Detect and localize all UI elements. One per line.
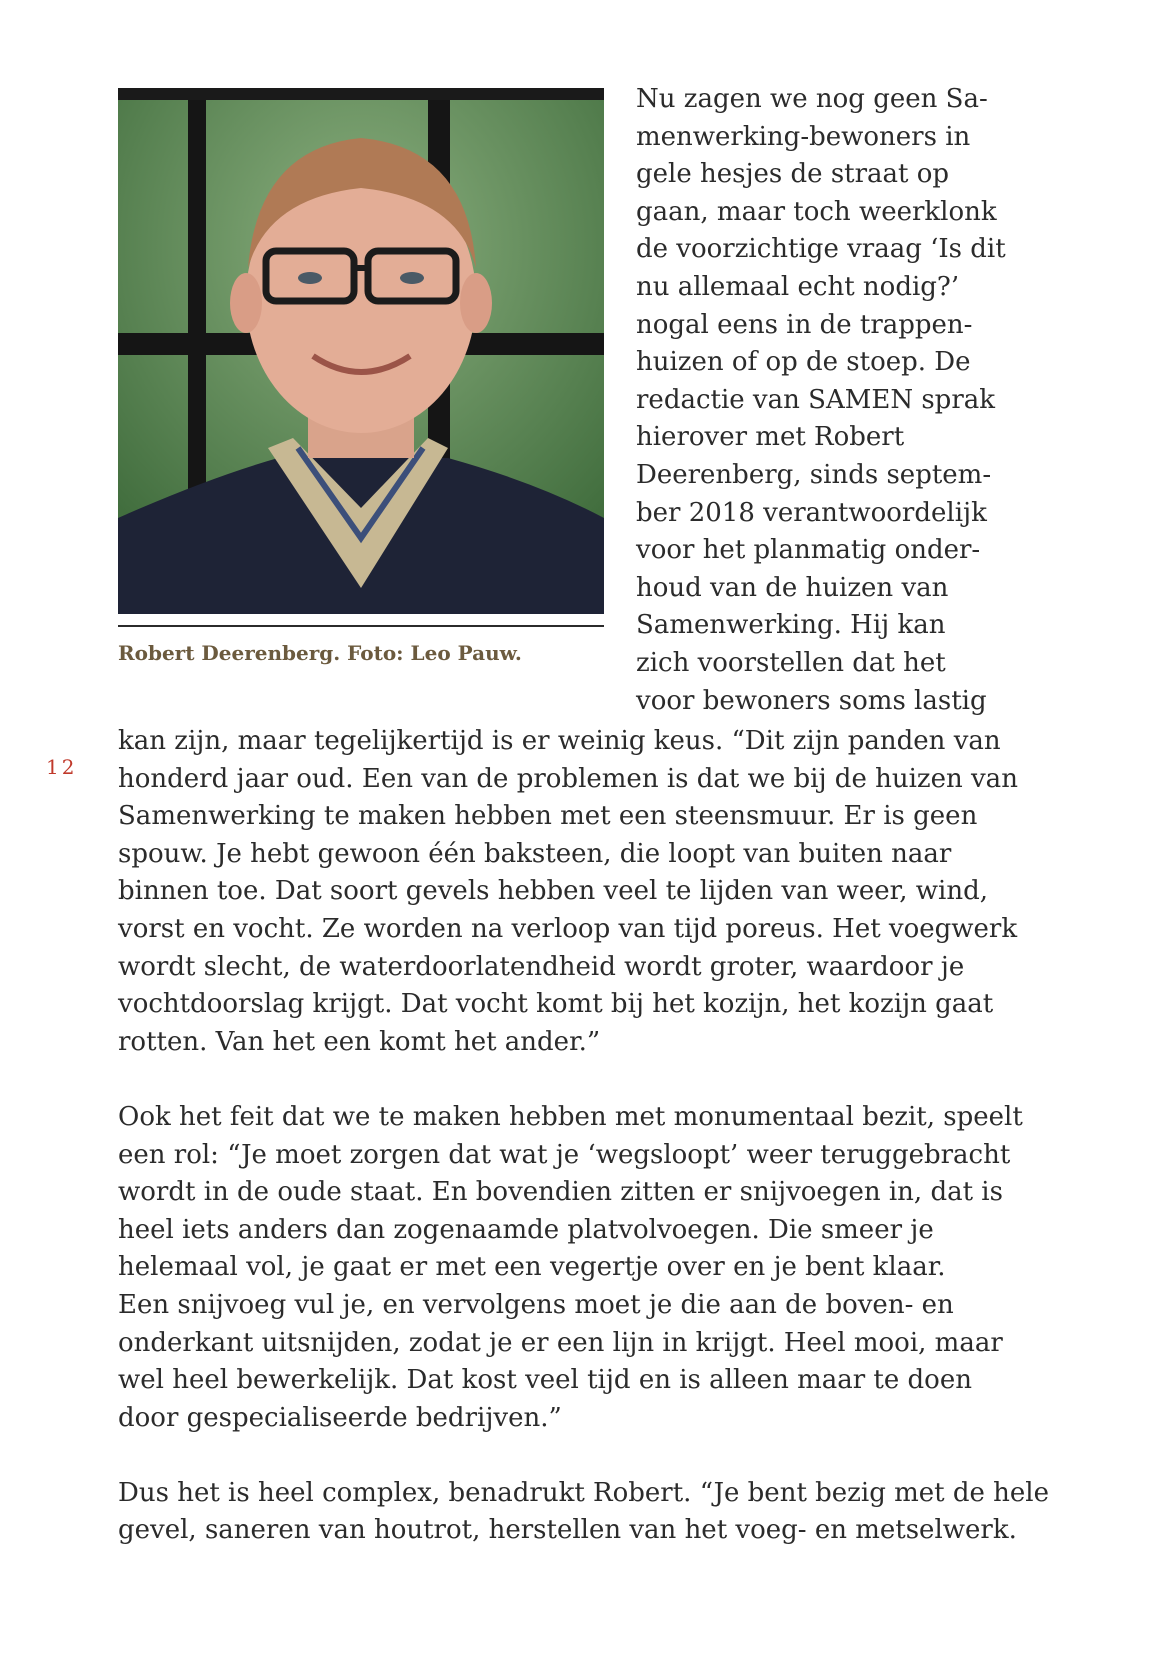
text-line: gele hesjes de straat op: [636, 159, 950, 190]
text-line: helemaal vol, je gaat er met een vegertje over en je bent klaar.: [118, 1252, 946, 1283]
text-line: voor het planmatig onder-: [636, 535, 981, 566]
text-line: een rol: “Je moet zorgen dat wat je ‘wegsloopt’ weer teruggebracht: [118, 1139, 1011, 1170]
text-line: nogal eens in de trappen-: [636, 309, 973, 340]
text-line: binnen toe. Dat soort gevels hebben veel te lijden van weer, wind,: [118, 876, 988, 907]
photo-caption: Robert Deerenberg. Foto: Leo Pauw.: [118, 641, 522, 665]
text-line: door gespecialiseerde bedrijven.”: [118, 1402, 562, 1433]
text-line: Dus het is heel complex, benadrukt Robert. “Je bent bezig met de hele: [118, 1477, 1049, 1508]
caption-rule: [118, 625, 604, 627]
text-line: Een snijvoeg vul je, en vervolgens moet je die aan de boven- en: [118, 1289, 954, 1320]
text-line: rotten. Van het een komt het ander.”: [118, 1026, 601, 1057]
text-line: wordt slecht, de waterdoorlatendheid wordt groter, waardoor je: [118, 951, 965, 982]
text-line: nu allemaal echt nodig?’: [636, 271, 960, 302]
paragraph-1: [118, 723, 1018, 1061]
side-column-text: [636, 81, 1006, 720]
text-line: spouw. Je hebt gewoon één baksteen, die loopt van buiten naar: [118, 838, 952, 869]
text-line: gaan, maar toch weerklonk: [636, 196, 997, 227]
text-line: Ook het feit dat we te maken hebben met monumentaal bezit, speelt: [118, 1101, 1023, 1132]
text-line: kan zijn, maar tegelijkertijd is er weinig keus. “Dit zijn panden van: [118, 726, 1001, 756]
text-line: Deerenberg, sinds septem-: [636, 459, 992, 490]
text-line: heel iets anders dan zogenaamde platvolvoegen. Die smeer je: [118, 1214, 934, 1245]
text-line: vochtdoorslag krijgt. Dat vocht komt bij het kozijn, het kozijn gaat: [118, 989, 994, 1020]
text-line: de voorzichtige vraag ‘Is dit: [636, 234, 1006, 265]
text-line: wel heel bewerkelijk. Dat kost veel tijd en is alleen maar te doen: [118, 1365, 972, 1396]
text-line: vorst en vocht. Ze worden na verloop van tijd poreus. Het voegwerk: [118, 913, 1018, 944]
text-line: houd van de huizen van: [636, 572, 949, 603]
text-line: wordt in de oude staat. En bovendien zitten er snijvoegen in, dat is: [118, 1177, 1003, 1208]
text-line: onderkant uitsnijden, zodat je er een lijn in krijgt. Heel mooi, maar: [118, 1327, 1003, 1358]
portrait-photo: [118, 88, 604, 614]
text-line: hierover met Robert: [636, 422, 905, 453]
text-line: redactie van SAMEN sprak: [636, 384, 996, 415]
text-line: zich voorstellen dat het: [636, 647, 946, 678]
text-line: voor bewoners soms lastig: [636, 685, 987, 716]
page-number: 12: [46, 755, 78, 779]
text-line: menwerking-bewoners in: [636, 121, 971, 152]
main-column-text: [118, 723, 1049, 1588]
text-line: Samenwerking te maken hebben met een steensmuur. Er is geen: [118, 801, 978, 832]
paragraph-3: [118, 1475, 1049, 1550]
text-line: gevel, saneren van houtrot, herstellen van het voeg- en metselwerk.: [118, 1515, 1017, 1546]
text-line: Nu zagen we nog geen Sa-: [636, 84, 988, 114]
text-line: honderd jaar oud. Een van de problemen is dat we bij de huizen van: [118, 763, 1018, 794]
paragraph-2: [118, 1099, 1023, 1437]
text-line: huizen of op de stoep. De: [636, 347, 971, 378]
text-line: Samenwerking. Hij kan: [636, 610, 946, 641]
photo-block: [118, 88, 604, 665]
text-line: ber 2018 verantwoordelijk: [636, 497, 987, 528]
